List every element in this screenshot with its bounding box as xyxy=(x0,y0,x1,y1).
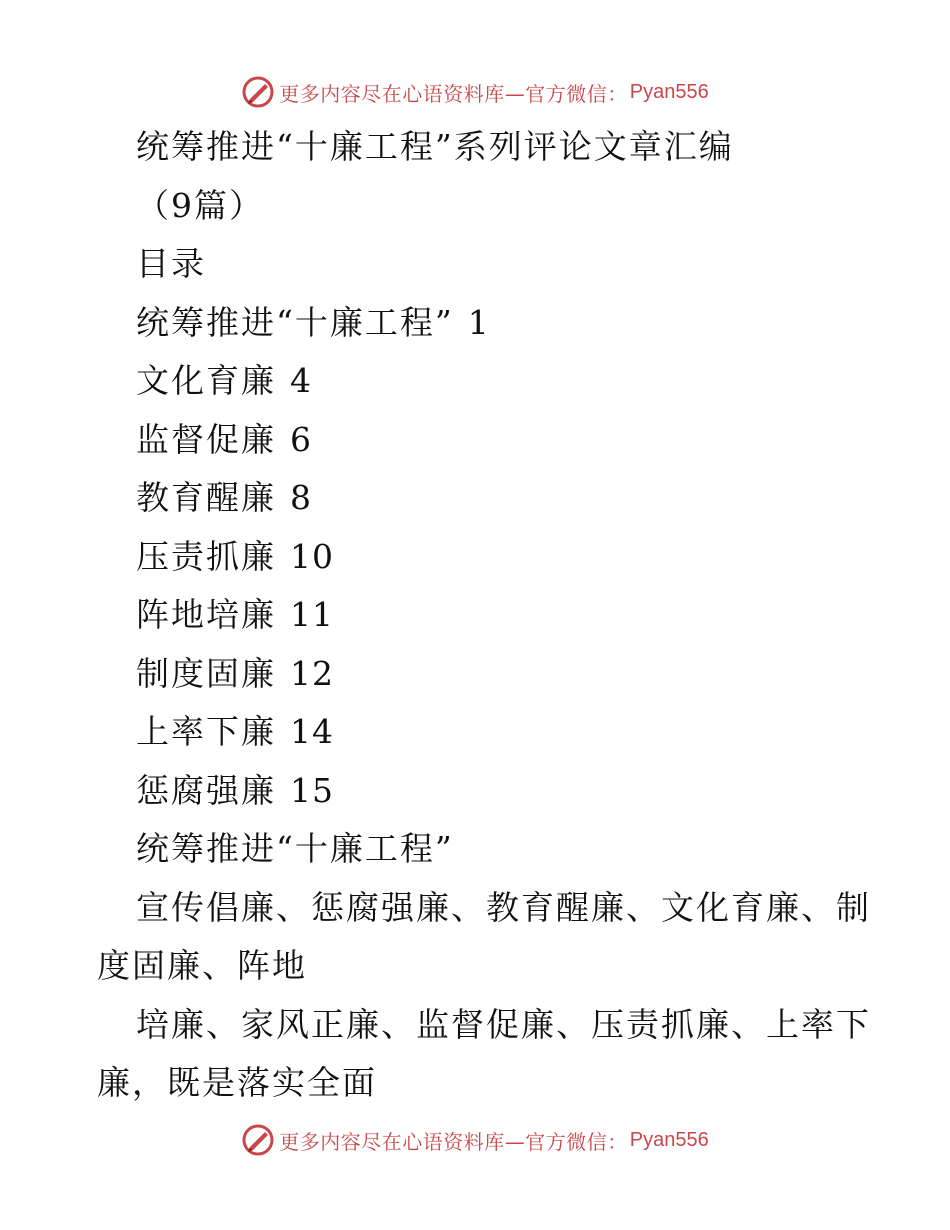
pen-logo-icon xyxy=(241,75,275,109)
banner-wechat-id: Pyan556 xyxy=(629,1128,709,1151)
toc-entry-title: 教育醒廉 xyxy=(136,478,276,517)
toc-entry-title: 统筹推进“十廉工程” xyxy=(136,302,454,342)
toc-entry-page: 12 xyxy=(290,653,334,693)
paragraph-line: 度固廉、阵地 xyxy=(97,946,307,985)
banner-wechat-id: Pyan556 xyxy=(629,80,709,103)
toc-entry-title: 制度固廉 xyxy=(136,653,276,693)
toc-entry-title: 压责抓廉 xyxy=(136,536,276,576)
header-banner xyxy=(0,72,950,112)
document-subtitle: （9篇） xyxy=(136,185,264,225)
toc-heading: 目录 xyxy=(136,244,206,283)
paragraph-line: 宣传倡廉、惩腐强廉、教育醒廉、文化育廉、制 xyxy=(136,887,871,927)
toc-entry-page: 4 xyxy=(290,361,312,400)
toc-entry-page: 10 xyxy=(290,536,334,576)
toc-entry-page: 15 xyxy=(290,770,334,810)
toc-entry xyxy=(0,645,950,704)
toc-entry-title: 上率下廉 xyxy=(136,712,276,751)
toc-entry xyxy=(0,294,950,353)
toc-entry-title: 阵地培廉 xyxy=(136,595,276,634)
toc-entry xyxy=(0,352,950,411)
toc-entry xyxy=(0,411,950,470)
toc-entry xyxy=(0,528,950,587)
document-title: 统筹推进“十廉工程”系列评论文章汇编 xyxy=(136,127,734,166)
toc-entry-page: 1 xyxy=(467,302,490,342)
toc-entry-page: 6 xyxy=(290,419,312,459)
toc-entry xyxy=(0,762,950,821)
banner-text: 更多内容尽在心语资料库—官方微信： xyxy=(279,1129,628,1154)
section-heading: 统筹推进“十廉工程” xyxy=(136,829,454,868)
toc-entry xyxy=(0,586,950,645)
toc-entry-title: 文化育廉 xyxy=(136,361,276,400)
paragraph-line: 廉，既是落实全面 xyxy=(97,1063,377,1102)
footer-banner xyxy=(0,1120,950,1160)
toc-entry-page: 11 xyxy=(290,595,334,634)
pen-logo-icon xyxy=(241,1123,275,1157)
toc-entry-page: 8 xyxy=(290,478,312,517)
toc-entry xyxy=(0,703,950,762)
document-body xyxy=(0,118,950,1113)
toc-entry-title: 惩腐强廉 xyxy=(136,770,276,810)
paragraph-line: 培廉、家风正廉、监督促廉、压责抓廉、上率下 xyxy=(136,1004,871,1044)
toc-entry-title: 监督促廉 xyxy=(136,419,276,459)
toc-entry-page: 14 xyxy=(290,712,334,751)
toc-entry xyxy=(0,469,950,528)
banner-text: 更多内容尽在心语资料库—官方微信： xyxy=(279,81,628,106)
